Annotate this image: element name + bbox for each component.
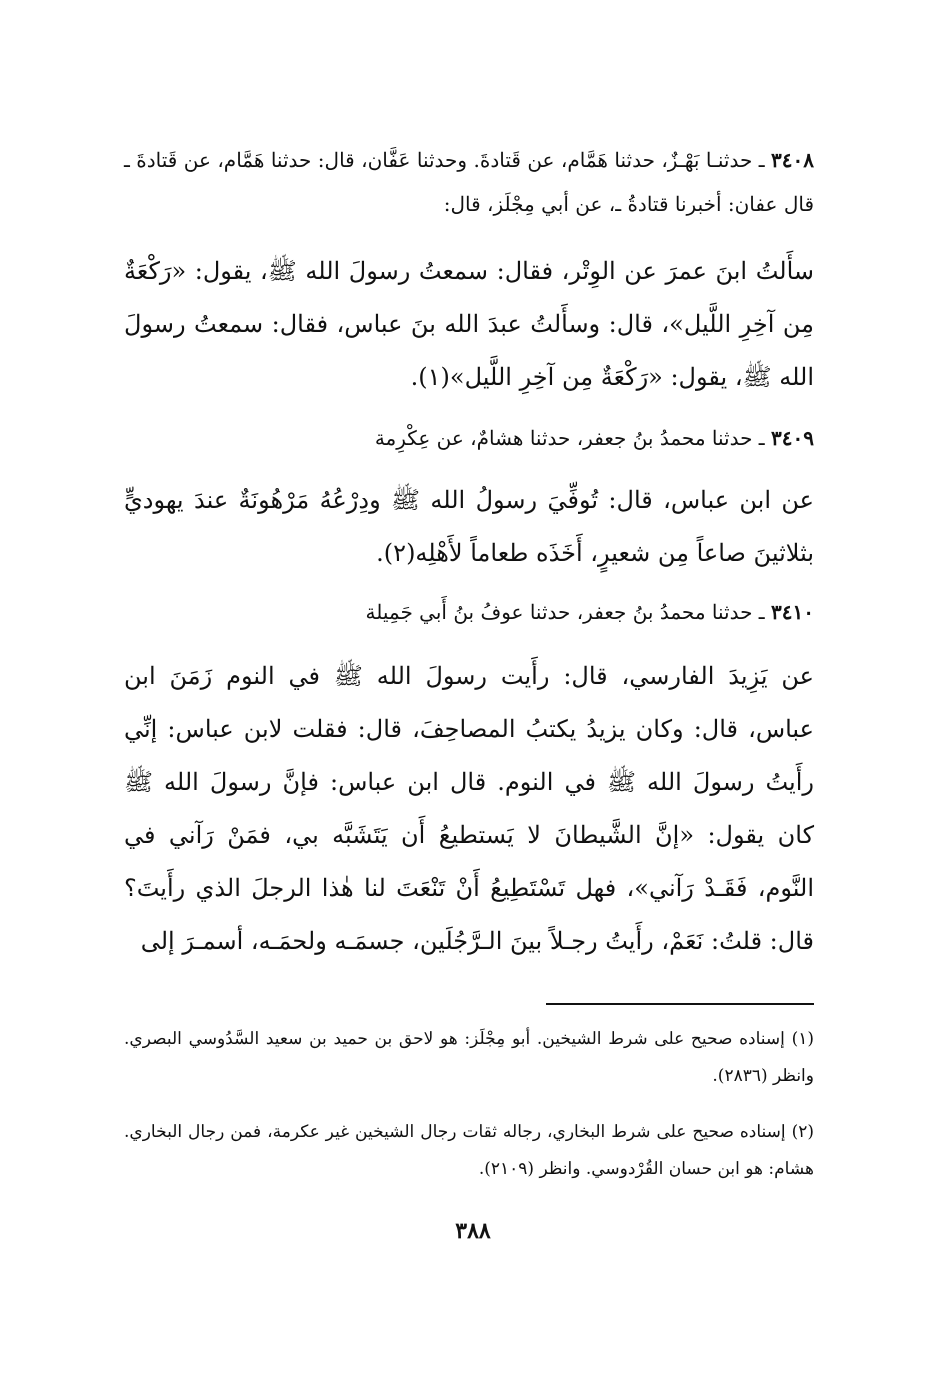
footnote-1 — [124, 1021, 814, 1095]
hadith-3408-isnad — [124, 138, 814, 226]
footnote-text: إسناده صحيح على شرط البخاري، رجاله ثقات رجال الشيخين غير عكرمة، فمن رجال البخاري. هشام: هو ابن حسان القُرْدوسي. وانظر (٢١٠٩). — [124, 1122, 814, 1179]
hadith-3410-matn: عن يَزِيدَ الفارسي، قال: رأَيت رسولَ الله ﷺ في النوم زَمَنَ ابن عباس، قال: وكان يزيدُ يكتبُ المصاحِفَ، قال: فقلت لابن عباس: إنِّي رأَيتُ رسولَ الله ﷺ في النوم. قال ابن عباس: فإنَّ رسولَ الله ﷺ كان يقول: «إنَّ الشَّيطانَ لا يَستطيعُ أَن يَتَشَبَّه بي، فمَنْ رَآني في النَّوم، فَقَـدْ رَآني»، فهل تَسْتَطِيعُ أَنْ تَنْعَتَ لنا هٰذا الرجلَ الذي رأَيتَ؟ قال: قلتُ: نَعَمْ، رأَيتُ رجـلاً بينَ الـرَّجُلَين، جسمَـه ولحمَـه، أسمـرَ إلى — [124, 662, 814, 955]
footnote-marker: (١) — [791, 1029, 814, 1049]
hadith-number: ٣٤٠٨ — [771, 148, 814, 172]
hadith-number: ٣٤٠٩ — [771, 426, 814, 450]
number-separator: ـ — [752, 148, 772, 172]
hadith-3408-matn: سأَلتُ ابنَ عمرَ عن الوِتْر، فقال: سمعتُ رسولَ الله ﷺ، يقول: «رَكْعَةٌ مِن آخِرِ اللَّيل»، قال: وسأَلتُ عبدَ الله بنَ عباس، فقال: سمعتُ رسولَ الله ﷺ، يقول: «رَكْعَةٌ مِن آخِرِ اللَّيل»(١). — [124, 257, 814, 391]
number-separator: ـ — [752, 426, 772, 450]
hadith-number: ٣٤١٠ — [771, 600, 814, 624]
footnote-text: إسناده صحيح على شرط الشيخين. أبو مِجْلَز: هو لاحق بن حميد بن سعيد السَّدُوسي البصري. وانظر (٢٨٣٦). — [124, 1029, 814, 1086]
hadith-3410-isnad — [124, 590, 814, 634]
hadith-3409-isnad — [124, 416, 814, 460]
footnote-2 — [124, 1114, 814, 1188]
isnad-text: حدثنـا بَهْـزٌ، حدثنا هَمَّام، عن قَتادةَ. وحدثنا عَفَّان، قال: حدثنا هَمَّام، عن قَتادةَ ـ قال عفان: أخبرنا قتادةُ ـ، عن أبي مِجْلَز، قال: — [124, 148, 814, 216]
hadith-3409-matn: عن ابن عباس، قال: تُوفِّيَ رسولُ الله ﷺ ودِرْعُهُ مَرْهُونَةٌ عندَ يهوديٍّ بثلاثينَ صاعاً مِن شعيرٍ، أَخَذَه طعاماً لأَهْلِه(٢). — [124, 486, 814, 567]
page-number: ٣٨٨ — [455, 1218, 491, 1244]
isnad-text: حدثنا محمدُ بنُ جعفر، حدثنا هشامٌ، عن عِكْرِمة — [374, 426, 753, 450]
isnad-text: حدثنا محمدُ بنُ جعفر، حدثنا عوفُ بنُ أَبي جَمِيلة — [365, 600, 753, 624]
footnote-divider — [546, 1003, 814, 1005]
footnote-marker: (٢) — [791, 1122, 815, 1142]
number-separator: ـ — [752, 600, 772, 624]
